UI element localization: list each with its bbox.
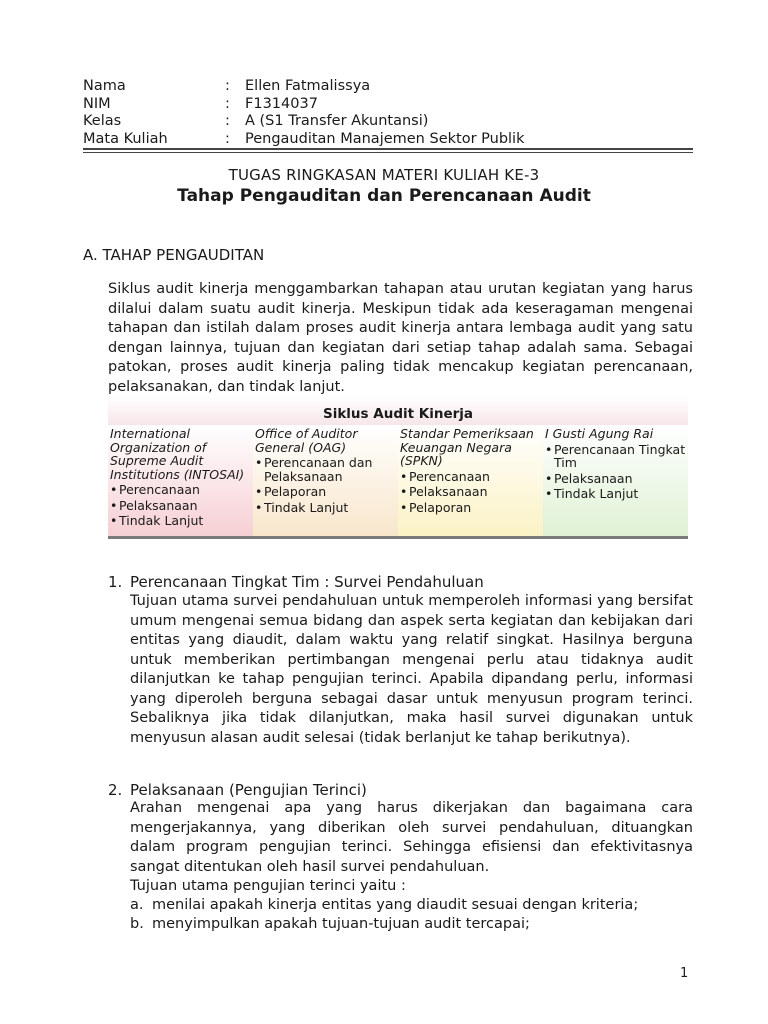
cycle-step-list (255, 456, 396, 514)
info-row-name (83, 78, 693, 96)
info-label: NIM (83, 95, 111, 112)
cycle-step-list (110, 483, 251, 528)
list-item (130, 915, 530, 935)
cycle-column-source: Office of Auditor General (OAG) (255, 426, 358, 455)
section-1-paragraph: Tujuan utama survei pendahuluan untuk memperoleh informasi yang bersifat umum mengenai semua bidang dan aspek serta kegiatan dan kebijakan dari entitas yang diaudit, dalam waktu yang relatif singkat. Hasilnya berguna untuk memberikan pertimbangan mengenai perlu atau tidaknya audit dilanjutkan ke tahap pengujian terinci. Apabila dipandang perlu, informasi yang diperoleh berguna sebagai dasar untuk menyusun program terinci. Sebaliknya jika tidak dilanjutkan, maka hasil survei digunakan untuk menyusun alasan audit selesai (tidak berlanjut ke tahap berikutnya). (130, 593, 693, 746)
info-colon: : (225, 113, 230, 129)
cycle-column-source: Standar Pemeriksaan Keuangan Negara (SPKN) (400, 426, 534, 468)
info-row-course (83, 131, 693, 149)
audit-cycle-table (108, 397, 688, 540)
section-number: 1. (108, 573, 123, 591)
info-label: Mata Kuliah (83, 130, 168, 147)
cycle-step: • Pelaksanaan (545, 472, 686, 486)
audit-cycle-title: Siklus Audit Kinerja (108, 397, 688, 425)
cycle-column-spkn (398, 425, 543, 536)
section-a-paragraph: Siklus audit kinerja menggambarkan tahapan atau urutan kegiatan yang harus dilalui dalam suatu audit kinerja. Meskipun tidak ada keseragaman mengenai tahapan dan istilah dalam proses audit kinerja antara lembaga audit yang satu dengan lainnya, tujuan dan kegiatan dari setiap tahap adalah sama. Sebagai patokan, proses audit kinerja paling tidak mencakup kegiatan perencanaan, pelaksanakan, dan tindak lanjut. (108, 281, 693, 395)
section-2-intro: Tujuan utama pengujian terinci yaitu : (130, 878, 406, 894)
list-item-text: menyimpulkan apakah tujuan-tujuan audit tercapai; (152, 916, 530, 932)
cycle-step: • Perencanaan (110, 483, 251, 497)
list-item (130, 896, 638, 916)
info-value: A (S1 Transfer Akuntansi) (245, 113, 429, 129)
cycle-step: • Pelaksanaan (400, 485, 541, 499)
header-divider (83, 148, 693, 150)
cycle-step: • Perencanaan dan Pelaksanaan (255, 456, 396, 483)
info-label: Nama (83, 78, 126, 94)
cycle-step: • Pelaksanaan (110, 499, 251, 513)
section-2-heading (108, 781, 367, 799)
section-title: Perencanaan Tingkat Tim : Survei Pendahuluan (130, 573, 484, 591)
info-value: Ellen Fatmalissya (245, 78, 371, 94)
student-info (83, 78, 693, 148)
cycle-column-source: I Gusti Agung Rai (545, 426, 654, 441)
section-number: 2. (108, 781, 123, 799)
info-colon: : (225, 95, 230, 112)
assignment-subtitle: TUGAS RINGKASAN MATERI KULIAH KE-3 (228, 166, 540, 184)
section-2-paragraph: Arahan mengenai apa yang harus dikerjakan dan bagaimana cara mengerjakannya, yang diberikan oleh survei pendahuluan, dituangkan dalam program pengujian terinci. Sehingga efisiensi dan efektivitasnya sangat ditentukan oleh hasil survei pendahuluan. (130, 800, 693, 875)
list-marker: a. (130, 897, 144, 913)
audit-cycle-columns (108, 425, 688, 539)
cycle-column-source: International Organization of Supreme Audit Institutions (INTOSAI) (110, 426, 245, 482)
cycle-column-oag (253, 425, 398, 536)
info-colon: : (225, 130, 230, 147)
section-1-heading (108, 573, 484, 591)
cycle-step: • Tindak Lanjut (255, 501, 396, 515)
document-title: Tahap Pengauditan dan Perencanaan Audit (177, 186, 591, 206)
page-number: 1 (680, 966, 689, 981)
cycle-column-igusti (543, 425, 688, 536)
cycle-step: • Perencanaan Tingkat Tim (545, 443, 686, 470)
cycle-step: • Tindak Lanjut (110, 514, 251, 528)
list-marker: b. (130, 916, 144, 932)
header-divider (83, 152, 693, 153)
cycle-step: • Pelaporan (400, 501, 541, 515)
info-label: Kelas (83, 113, 122, 129)
section-title: Pelaksanaan (Pengujian Terinci) (130, 781, 367, 799)
info-colon: : (225, 78, 230, 94)
list-item-text: menilai apakah kinerja entitas yang diaudit sesuai dengan kriteria; (152, 897, 639, 913)
cycle-step: • Tindak Lanjut (545, 487, 686, 501)
section-a-heading: A. TAHAP PENGAUDITAN (83, 246, 265, 264)
cycle-step-list (545, 443, 686, 501)
info-value: Pengauditan Manajemen Sektor Publik (245, 130, 525, 147)
info-row-nim (83, 96, 693, 114)
cycle-step: • Pelaporan (255, 485, 396, 499)
cycle-column-intosai (108, 425, 253, 536)
info-value: F1314037 (245, 95, 318, 112)
cycle-step-list (400, 470, 541, 515)
cycle-step: • Perencanaan (400, 470, 541, 484)
info-row-class (83, 113, 693, 131)
